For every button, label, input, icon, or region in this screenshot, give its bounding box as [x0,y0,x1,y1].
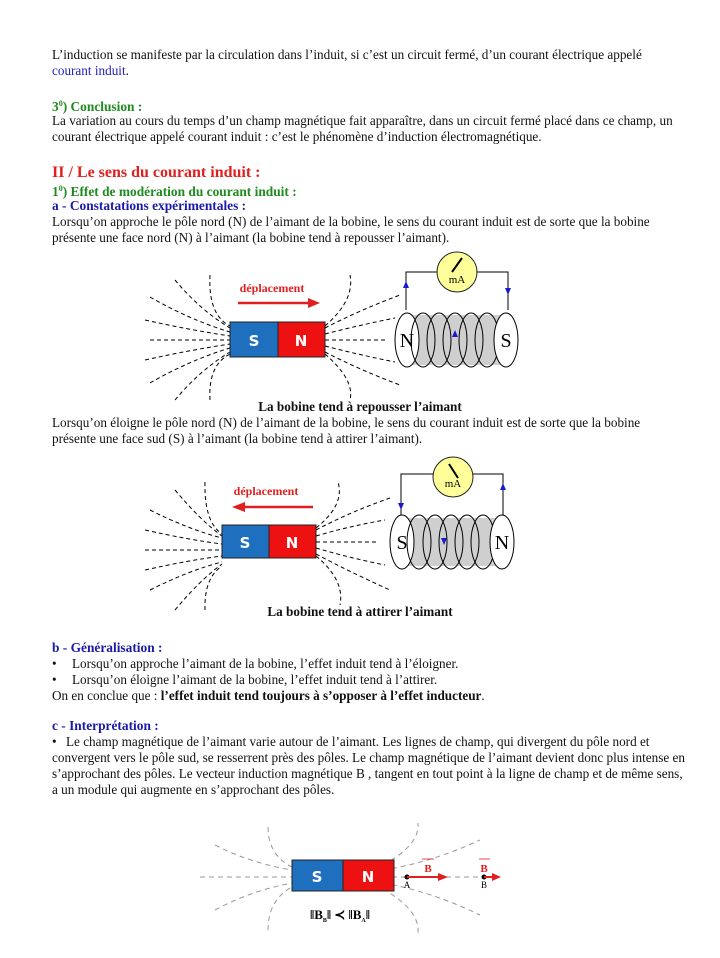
interpretation-paragraph: • Le champ magnétique de l’aimant varie autour de l’aimant. Les lignes de champ, qui divergent du pôle nord et convergent vers le pôle sud, se resserrent près des pôles. Le champ magnétique de l’aimant devient donc plus intense en s’approchant des pôles. Le vecteur induction magnétique B , tangent en tout point à la ligne de champ et de même sens, a un module qui augmente en s’approchant des pôles. [52,734,685,797]
motion-label: déplacement [239,281,305,295]
field-lines-left [145,482,222,610]
field-lines-right [316,482,390,605]
field-lines-right [325,275,400,400]
coil-face-north: N [399,330,415,352]
intro-paragraph: L’induction se manifeste par la circulation dans l’induit, si c’est un circuit fermé, d’un courant électrique appelé courant induit. [52,47,642,78]
generalisation-heading: b - Généralisation : [52,640,163,655]
bullet-item: • Lorsqu’on approche l’aimant de la bobine, l’effet induit tend à l’éloigner. [52,656,459,671]
figure-field-vectors [200,815,520,935]
figure-attract [130,450,530,610]
intro-text: L’induction se manifeste par la circulation dans l’induit, si c’est un circuit fermé, d’un courant électrique appelé [52,47,642,62]
norm-relation [310,907,370,924]
ammeter [433,457,473,497]
motion-label: déplacement [233,484,299,498]
svg-text:N: N [294,332,308,350]
svg-text:mA: mA [448,274,466,286]
figure-repel-caption: La bobine tend à repousser l’aimant [258,399,462,414]
coil-face-north: N [494,532,510,554]
svg-text:‖BB‖ ≺ ‖BA‖: $‖B_B‖$ ≺ $‖B_A‖$ [310,907,370,924]
coil-face-south: S [396,532,408,554]
field-lines-left [145,275,230,400]
svg-text:mA: mA [444,478,462,490]
ammeter [437,252,477,292]
svg-text:B: B [480,880,488,890]
svg-text:A: A [403,880,411,890]
svg-text:B: B [480,863,488,875]
svg-text:N: N [285,534,299,552]
constatations-heading: a - Constatations expérimentales : [52,198,247,213]
svg-text:B: B [424,863,432,875]
svg-text:S: S [239,534,251,552]
withdraw-paragraph: Lorsqu’on éloigne le pôle nord (N) de l’aimant de la bobine, le sens du courant induit est de sorte que la bobine présente une face sud (S) à l’aimant (la bobine tend à attirer l’aimant). [52,415,641,446]
coil-body [406,315,508,365]
courant-induit-link: courant induit [52,63,126,78]
coil-face-south: S [500,330,512,352]
svg-text:S: S [248,332,260,350]
conclusion-paragraph: La variation au cours du temps d’un champ magnétique fait apparaître, dans un circuit fermé placé dans ce champ, un courant électrique appelé courant induit : c’est le phénomène d’induction électromagnétique. [52,113,673,144]
svg-text:S: S [311,868,323,886]
subsection-1-heading: $1^0$) Effet de modération du courant induit : [52,184,297,199]
conclusion-heading: $3^0$) Conclusion : [52,99,143,114]
coil-body [401,518,505,566]
figure-attract-caption: La bobine tend à attirer l’aimant [267,604,453,619]
approach-paragraph: Lorsqu’on approche le pôle nord (N) de l’aimant de la bobine, le sens du courant induit est de sorte que la bobine présente une face nord (N) à l’aimant (la bobine tend à repousser l’aimant). [52,214,650,245]
generalisation-conclusion: On en conclue que : l’effet induit tend toujours à s’opposer à l’effet inducteur. [52,688,485,703]
svg-text:N: N [361,868,375,886]
section-2-title: II / Le sens du courant induit : [52,164,261,181]
bullet-item: • Lorsqu’on éloigne l’aimant de la bobine, l’effet induit tend à l’attirer. [52,672,438,687]
interpretation-heading: c - Interprétation : [52,718,159,733]
figure-repel [130,240,530,400]
